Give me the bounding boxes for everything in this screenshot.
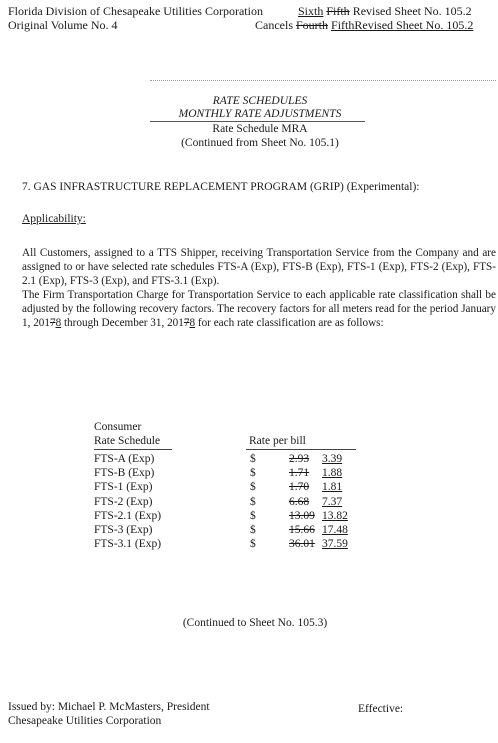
row-currency: $	[250, 481, 256, 494]
table-row	[94, 523, 394, 537]
row-old-rate: 13.09	[289, 509, 315, 522]
revision-old-ordinal: Fifth	[326, 4, 350, 18]
title-rate-schedule-mra: Rate Schedule MRA	[212, 123, 308, 135]
row-schedule: FTS-1 (Exp)	[94, 481, 153, 494]
row-new-rate: 17.48	[322, 524, 348, 536]
row-currency: $	[250, 524, 256, 536]
footer-company: Chesapeake Utilities Corporation	[8, 715, 162, 727]
row-schedule: FTS-A (Exp)	[94, 453, 155, 465]
applicability-label: Applicability:	[22, 213, 86, 225]
row-old-rate: 36.01	[289, 538, 315, 551]
year2-old: 7	[183, 317, 190, 329]
table-row	[94, 466, 394, 480]
table-row	[94, 480, 394, 494]
table-row	[94, 495, 394, 509]
row-new-rate: 13.82	[322, 509, 348, 522]
row-old-rate: 15.66	[289, 524, 315, 536]
revision-line	[298, 4, 472, 18]
row-currency: $	[250, 467, 256, 480]
paragraph2-part3: for each rate classification are as follows:	[195, 317, 384, 329]
paragraph2-part2: through December 31, 201	[61, 317, 184, 329]
table-row	[94, 509, 394, 523]
issued-by: Issued by: Michael P. McMasters, President	[8, 701, 210, 713]
table-row	[94, 452, 394, 466]
row-schedule: FTS-2.1 (Exp)	[94, 509, 162, 522]
cancels-new-ordinal: Fifth	[331, 18, 355, 32]
row-schedule: FTS-2 (Exp)	[94, 495, 153, 508]
rate-table	[94, 420, 404, 570]
row-new-rate: 3.39	[322, 453, 343, 465]
cancels-old-ordinal: Fourth	[296, 18, 329, 32]
effective-label: Effective:	[358, 703, 404, 715]
volume-number: Original Volume No. 4	[8, 18, 118, 32]
cancels-line	[255, 18, 473, 32]
table-header-rate-schedule: Rate Schedule	[94, 435, 161, 447]
row-currency: $	[250, 495, 256, 508]
row-currency: $	[250, 509, 256, 522]
continued-to-note: (Continued to Sheet No. 105.3)	[182, 617, 328, 629]
row-old-rate: 1.71	[289, 467, 310, 480]
recovery-factor-paragraph	[22, 288, 496, 330]
row-schedule: FTS-3 (Exp)	[94, 524, 153, 536]
row-old-rate: 2.93	[289, 453, 310, 465]
row-currency: $	[250, 453, 256, 465]
year2-new: 8	[189, 317, 196, 329]
cancels-suffix: Revised Sheet No. 105.2	[354, 18, 474, 32]
company-name: Florida Division of Chesapeake Utilities Corporation	[8, 4, 263, 18]
row-new-rate: 1.81	[322, 481, 343, 494]
year1-old: 7	[49, 317, 56, 329]
cancels-prefix: Cancels	[255, 18, 293, 32]
title-monthly-rate-adjustments: MONTHLY RATE ADJUSTMENTS	[178, 108, 342, 120]
row-currency: $	[250, 538, 256, 551]
row-old-rate: 6.68	[289, 495, 310, 508]
section-heading: 7. GAS INFRASTRUCTURE REPLACEMENT PROGRAM (GRIP) (Experimental):	[22, 181, 420, 193]
row-schedule: FTS-B (Exp)	[94, 467, 155, 480]
title-rate-schedules: RATE SCHEDULES	[212, 95, 308, 107]
table-header-consumer: Consumer	[94, 421, 142, 433]
table-header-underline-right	[246, 449, 356, 450]
revision-suffix: Revised Sheet No. 105.2	[352, 4, 472, 18]
table-row	[94, 537, 394, 551]
table-header-underline-left	[94, 449, 172, 450]
row-old-rate: 1.70	[289, 481, 310, 494]
title-underline	[150, 121, 365, 122]
title-continued-from: (Continued from Sheet No. 105.1)	[181, 137, 339, 149]
paragraph2-part1: The Firm Transportation Charge for Transportation Service to each applicable rate classification shall be adjusted by the following recovery factors. The recovery factors for all meters read for the period January 1, 201	[22, 289, 496, 329]
header-rule	[150, 80, 496, 81]
year1-new: 8	[55, 317, 62, 329]
revision-new-ordinal: Sixth	[298, 4, 324, 18]
row-new-rate: 1.88	[322, 467, 343, 480]
row-new-rate: 7.37	[322, 495, 343, 508]
row-schedule: FTS-3.1 (Exp)	[94, 538, 162, 551]
table-header-rate-per-bill: Rate per bill	[249, 435, 306, 447]
row-new-rate: 37.59	[322, 538, 348, 551]
applicability-paragraph: All Customers, assigned to a TTS Shipper, receiving Transportation Service from the Company and are assigned to or have selected rate schedules FTS-A (Exp), FTS-B (Exp), FTS-1 (Exp), FTS-2 (Exp), FTS-2.1 (Exp), FTS-3 (Exp), and FTS-3.1 (Exp).	[22, 247, 496, 287]
